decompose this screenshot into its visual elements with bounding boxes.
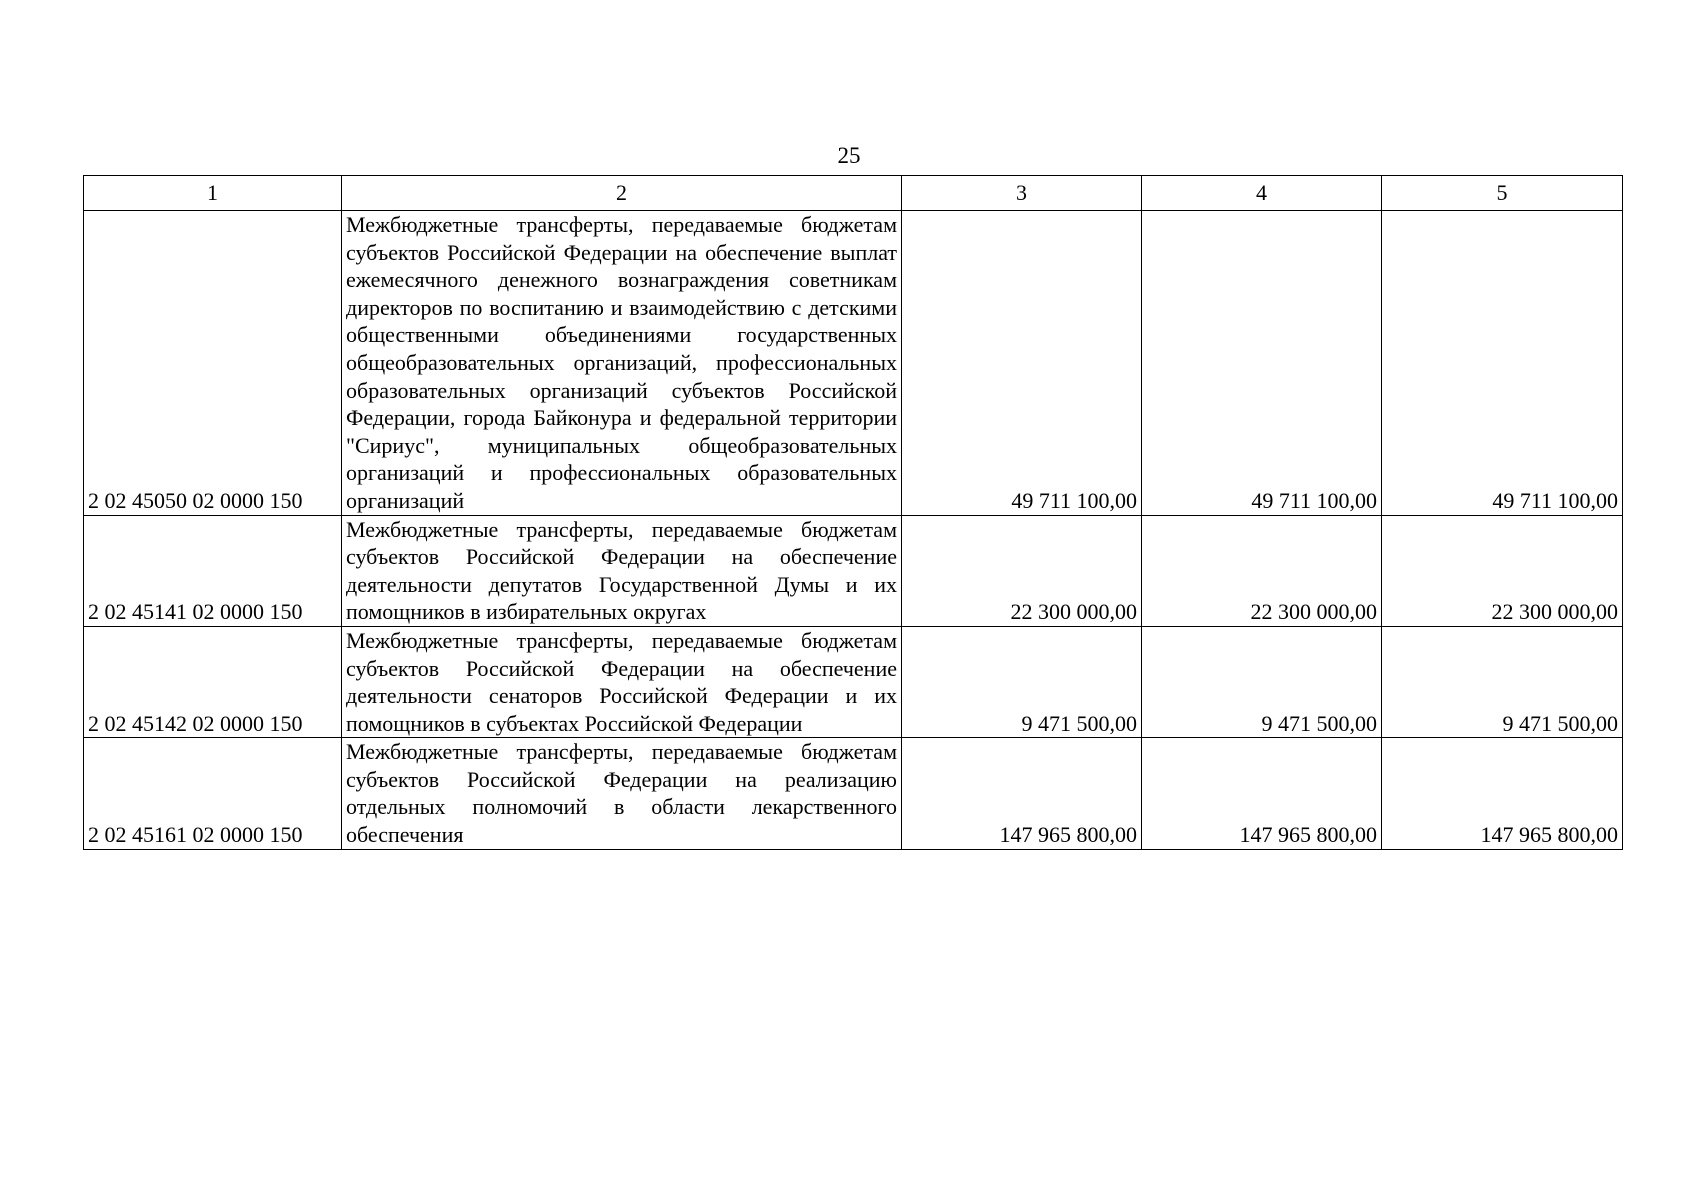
amount-col5-cell: 22 300 000,00	[1382, 515, 1623, 626]
table-row	[84, 515, 1623, 626]
table-row	[84, 626, 1623, 737]
table-header	[84, 176, 1623, 211]
amount-col3-cell: 49 711 100,00	[902, 211, 1142, 516]
page-number: 25	[837, 143, 861, 168]
description-cell: Межбюджетные трансферты, передаваемые бюджетам субъектов Российской Федерации на реализацию отдельных полномочий в области лекарственного обеспечения	[342, 738, 902, 849]
column-header-5: 5	[1382, 176, 1623, 211]
description-cell: Межбюджетные трансферты, передаваемые бюджетам субъектов Российской Федерации на обеспечение деятельности сенаторов Российской Федерации и их помощников в субъектах Российской Федерации	[342, 626, 902, 737]
amount-col4-cell: 49 711 100,00	[1142, 211, 1382, 516]
column-header-3: 3	[902, 176, 1142, 211]
header-row	[84, 176, 1623, 211]
column-header-2: 2	[342, 176, 902, 211]
budget-code-cell: 2 02 45141 02 0000 150	[84, 515, 342, 626]
amount-col5-cell: 9 471 500,00	[1382, 626, 1623, 737]
amount-col5-cell: 49 711 100,00	[1382, 211, 1623, 516]
budget-code-cell: 2 02 45161 02 0000 150	[84, 738, 342, 849]
description-cell: Межбюджетные трансферты, передаваемые бюджетам субъектов Российской Федерации на обеспечение выплат ежемесячного денежного вознаграждения советникам директоров по воспитанию и взаимодействию с детскими общественными объединениями государственных общеобразовательных организаций, профессиональных образовательных организаций субъектов Российской Федерации, города Байконура и федеральной территории "Сириус", муниципальных общеобразовательных организаций и профессиональных образовательных организаций	[342, 211, 902, 516]
amount-col3-cell: 9 471 500,00	[902, 626, 1142, 737]
amount-col4-cell: 9 471 500,00	[1142, 626, 1382, 737]
amount-col5-cell: 147 965 800,00	[1382, 738, 1623, 849]
budget-code-cell: 2 02 45142 02 0000 150	[84, 626, 342, 737]
table-body	[84, 211, 1623, 850]
table-row	[84, 211, 1623, 516]
column-header-4: 4	[1142, 176, 1382, 211]
amount-col4-cell: 147 965 800,00	[1142, 738, 1382, 849]
amount-col3-cell: 22 300 000,00	[902, 515, 1142, 626]
budget-code-cell: 2 02 45050 02 0000 150	[84, 211, 342, 516]
amount-col4-cell: 22 300 000,00	[1142, 515, 1382, 626]
description-cell: Межбюджетные трансферты, передаваемые бюджетам субъектов Российской Федерации на обеспечение деятельности депутатов Государственной Думы и их помощников в избирательных округах	[342, 515, 902, 626]
budget-table	[83, 175, 1623, 850]
table-row	[84, 738, 1623, 849]
column-header-1: 1	[84, 176, 342, 211]
amount-col3-cell: 147 965 800,00	[902, 738, 1142, 849]
